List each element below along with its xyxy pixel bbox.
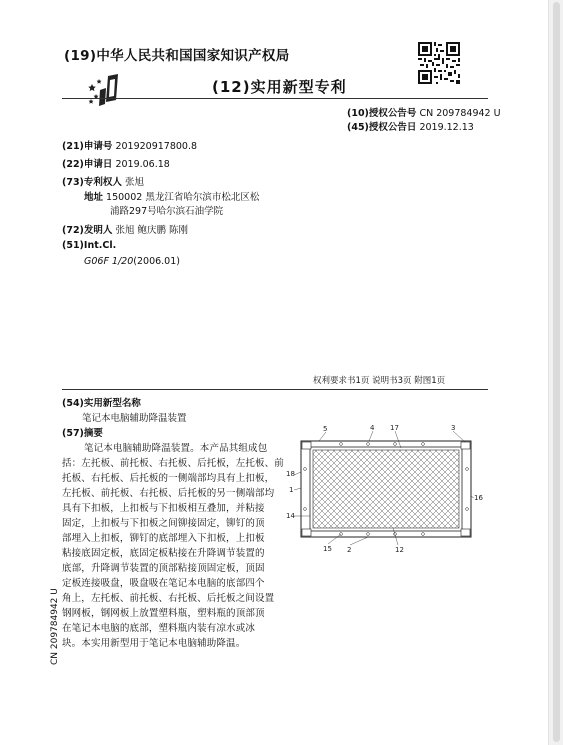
rivet bbox=[422, 443, 425, 446]
scrollbar-thumb[interactable] bbox=[553, 2, 560, 742]
abstract-line: 粘接底固定板，底固定板粘接在升降调节装置的 bbox=[62, 548, 265, 559]
ipc-label: (51)Int.Cl. bbox=[62, 240, 117, 251]
inventors-row bbox=[62, 222, 188, 236]
steel-mesh-plate bbox=[313, 450, 459, 528]
page-counts: 权利要求书1页 说明书3页 附图1页 bbox=[313, 376, 446, 386]
filing-date-row bbox=[62, 156, 170, 170]
rivet bbox=[304, 468, 307, 471]
rivet bbox=[304, 508, 307, 511]
figure-label: 18 bbox=[286, 470, 295, 478]
abstract-figure bbox=[283, 424, 493, 554]
leader-line bbox=[294, 488, 301, 490]
pub-no-label: (10)授权公告号 bbox=[347, 108, 417, 119]
ipc-code: G06F 1/20 bbox=[84, 256, 134, 267]
address-label: 地址 bbox=[84, 192, 104, 203]
figure-label: 15 bbox=[323, 545, 332, 553]
pub-no-row bbox=[347, 105, 501, 119]
figure-label: 1 bbox=[289, 486, 294, 494]
address-line2: 浦路297号哈尔滨石油学院 bbox=[110, 206, 224, 217]
corner-block bbox=[461, 529, 470, 536]
figure-label: 5 bbox=[323, 425, 328, 433]
rivet bbox=[340, 443, 343, 446]
ipc-row bbox=[84, 256, 180, 267]
abstract-line: 托板、右托板、后托板的一侧端部均具有上扣板， bbox=[62, 473, 275, 484]
office-name: (19)中华人民共和国国家知识产权局 bbox=[64, 48, 290, 64]
leader-line bbox=[294, 472, 301, 475]
corner-block bbox=[302, 529, 311, 536]
vertical-scrollbar[interactable] bbox=[548, 0, 563, 745]
filing-date-value: 2019.06.18 bbox=[115, 159, 170, 170]
patentee-value: 张旭 bbox=[124, 177, 144, 188]
abstract-line: 部埋入上扣板，铆钉的底部埋入下扣板，上扣板 bbox=[62, 533, 265, 544]
pub-no-value: CN 209784942 U bbox=[419, 108, 501, 119]
header-divider bbox=[62, 98, 488, 99]
abstract-line: 角上，左托板、前托板、右托板、后托板之间设置 bbox=[62, 593, 275, 604]
application-number-row bbox=[62, 138, 197, 152]
figure-label: 17 bbox=[390, 424, 399, 432]
abstract-line: 固定，上扣板与下扣板之间铆接固定，铆钉的顶 bbox=[62, 518, 265, 529]
leader-line bbox=[453, 431, 465, 442]
utility-model-title: 笔记本电脑辅助降温装置 bbox=[82, 413, 187, 424]
corner-block bbox=[461, 442, 470, 449]
figure-label: 16 bbox=[474, 494, 483, 502]
abstract-line: 在笔记本电脑的底部，塑料瓶内装有凉水或冰 bbox=[62, 623, 256, 634]
filing-date-label: (22)申请日 bbox=[62, 159, 113, 170]
address-row bbox=[84, 189, 259, 203]
ipc-year: (2006.01) bbox=[133, 256, 180, 267]
pub-date-row bbox=[347, 119, 474, 133]
inventors-value: 张旭 鲍庆鹏 陈刚 bbox=[115, 225, 188, 236]
leader-line bbox=[350, 537, 368, 545]
rivet bbox=[466, 508, 469, 511]
figure-label: 3 bbox=[451, 424, 456, 432]
rivet bbox=[394, 443, 397, 446]
pub-date-label: (45)授权公告日 bbox=[347, 122, 417, 133]
abstract-line: 底部，升降调节装置的顶部粘接顶固定板，顶固 bbox=[62, 563, 265, 574]
abstract-line: 笔记本电脑辅助降温装置。本产品其组成包 bbox=[84, 443, 268, 454]
abstract-line: 具有下扣板，上扣板与下扣板相互叠加，并粘接 bbox=[62, 503, 265, 514]
rivet bbox=[422, 533, 425, 536]
cnipa-logo-icon bbox=[88, 70, 130, 110]
address-line1: 150002 黑龙江省哈尔滨市松北区松 bbox=[106, 192, 260, 203]
figure-label: 4 bbox=[370, 424, 375, 432]
leader-line bbox=[369, 431, 373, 441]
abstract-line: 定板连接吸盘，吸盘吸在笔记本电脑的底部四个 bbox=[62, 578, 265, 589]
figure-label: 14 bbox=[286, 512, 295, 520]
rivet bbox=[367, 443, 370, 446]
app-no-label: (21)申请号 bbox=[62, 141, 113, 152]
title-label: (54)实用新型名称 bbox=[62, 398, 141, 409]
rivet bbox=[367, 533, 370, 536]
figure-label: 12 bbox=[395, 546, 404, 554]
leader-line bbox=[319, 432, 326, 441]
app-no-value: 201920917800.8 bbox=[115, 141, 198, 152]
abstract-line: 括：左托板、前托板、右托板、后托板，左托板、前 bbox=[62, 458, 284, 469]
corner-block bbox=[302, 442, 311, 449]
abstract-line: 左托板、前托板、右托板、后托板的另一侧端部均 bbox=[62, 488, 275, 499]
figure-label: 2 bbox=[347, 546, 352, 554]
mid-divider bbox=[62, 389, 488, 390]
abstract-line: 钢网板，钢网板上放置塑料瓶，塑料瓶的顶部顶 bbox=[62, 608, 265, 619]
pub-date-value: 2019.12.13 bbox=[419, 122, 474, 133]
side-publication-number: CN 209784942 U bbox=[50, 588, 60, 665]
rivet bbox=[466, 468, 469, 471]
abstract-line: 块。本实用新型用于笔记本电脑辅助降温。 bbox=[62, 638, 246, 649]
inventors-label: (72)发明人 bbox=[62, 225, 113, 236]
abstract-label: (57)摘要 bbox=[62, 428, 103, 439]
patent-type-title: (12)实用新型专利 bbox=[212, 78, 347, 96]
patentee-row bbox=[62, 174, 144, 188]
qr-code-icon bbox=[418, 42, 460, 84]
patentee-label: (73)专利权人 bbox=[62, 177, 122, 188]
